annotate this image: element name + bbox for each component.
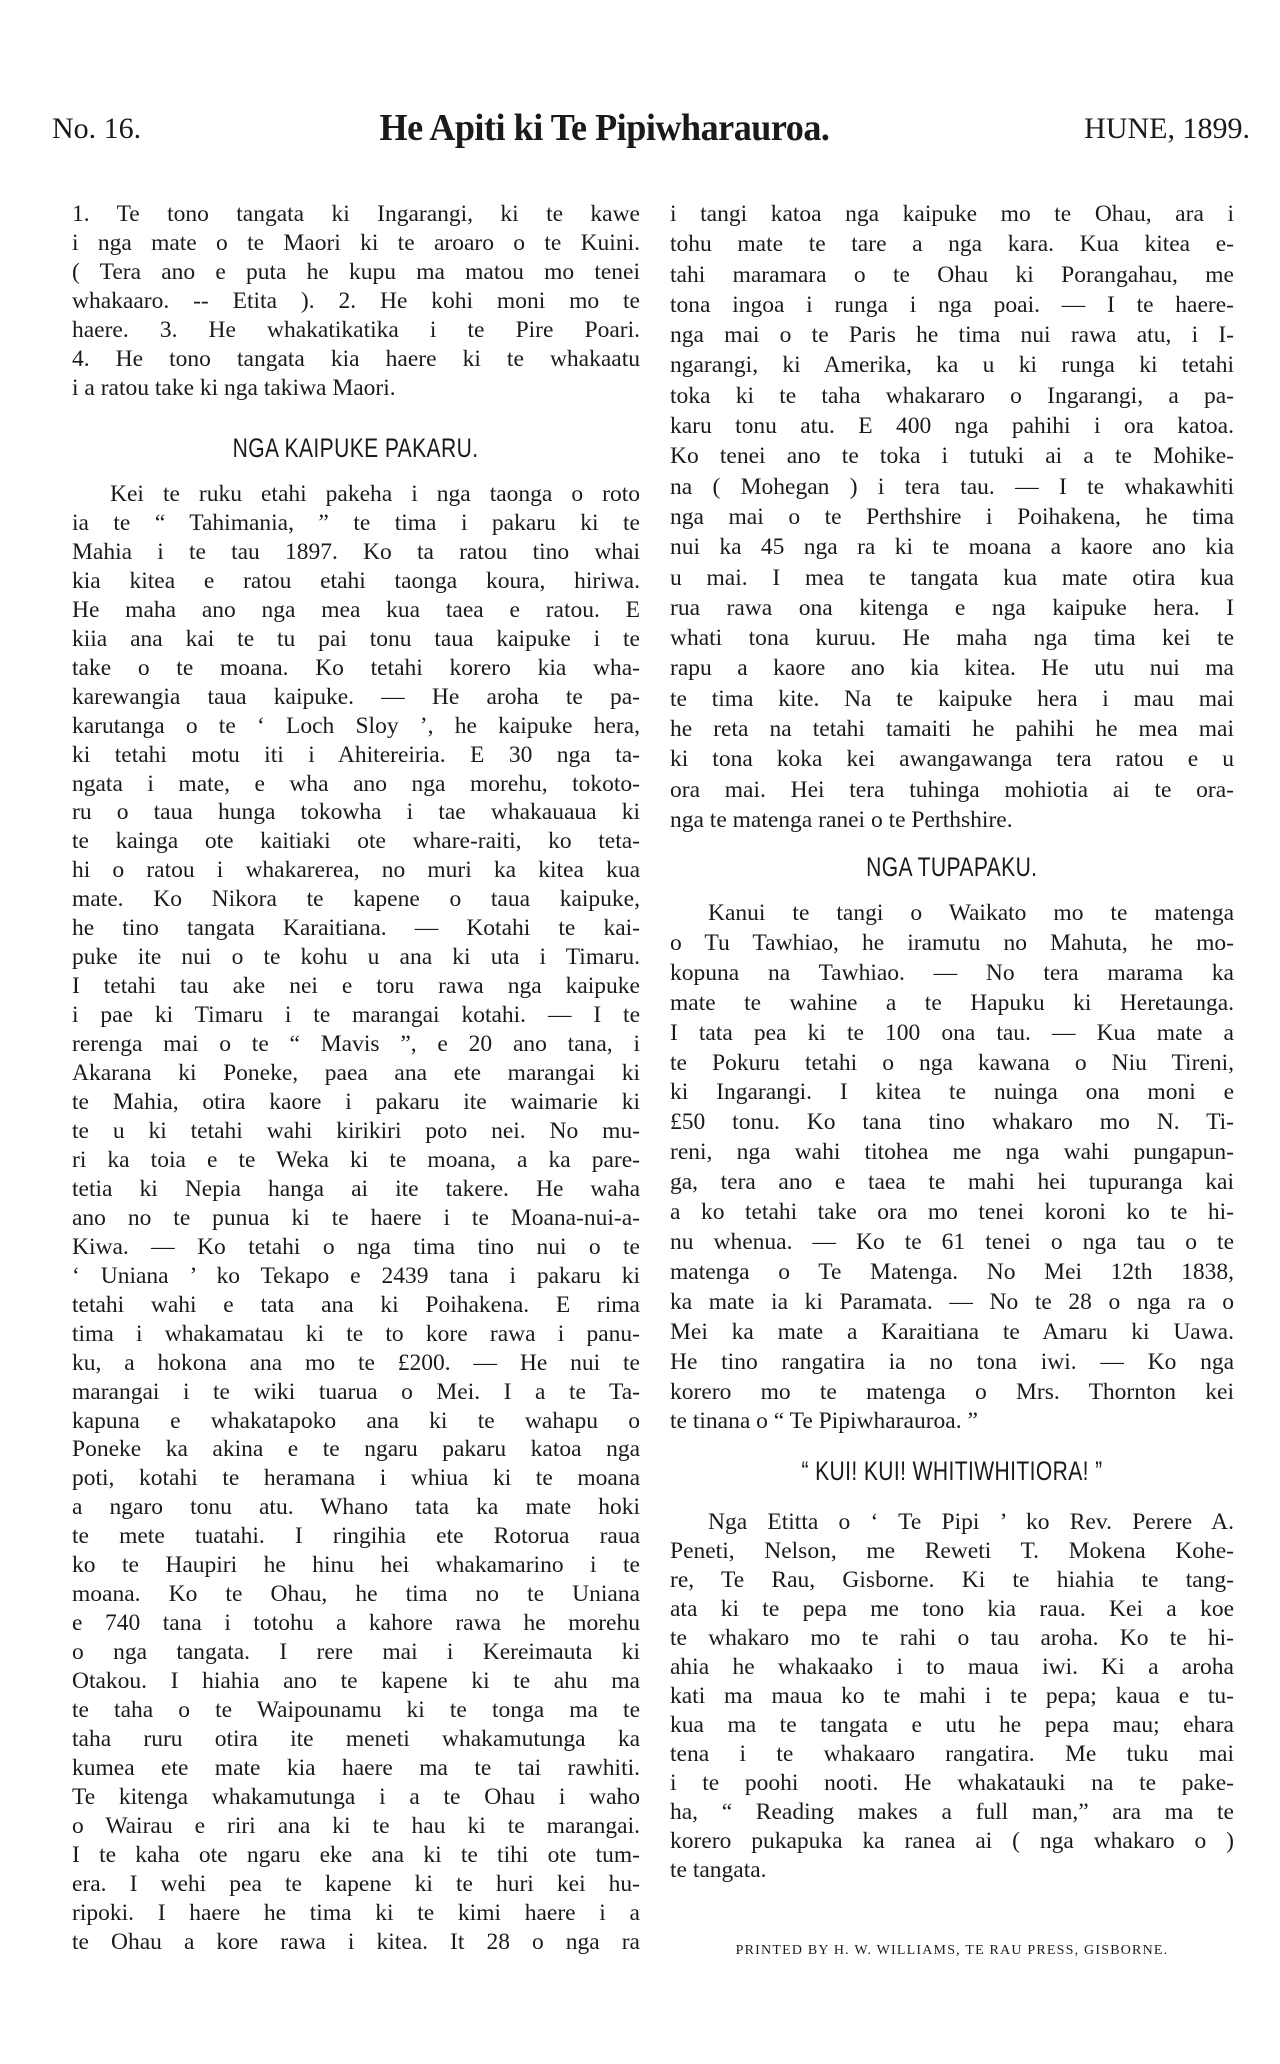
- text-line: He tino rangatira ia no tona iwi. — Ko nga: [670, 1348, 1234, 1375]
- text-line: nga mai o te Perthshire i Poihakena, he tima: [670, 503, 1234, 530]
- section-heading-kui-kui: [670, 1456, 1234, 1487]
- article-tupapaku: [670, 899, 1234, 1437]
- text-line: ano no te punua ki te haere i te Moana-nui-a-: [72, 1204, 640, 1231]
- text-line: nui ka 45 nga ra ki te moana a kaore ano kia: [670, 534, 1234, 561]
- text-line: kua ma te tangata e utu he pepa mau; ehara: [670, 1712, 1234, 1738]
- text-line: tahi maramara o te Ohau ki Porangahau, me: [670, 261, 1234, 288]
- text-line: na ( Mohegan ) i tera tau. — I te whakawhiti: [670, 473, 1234, 500]
- article-editors-notice: [670, 1508, 1234, 1885]
- text-line: rua rawa ona kitenga e nga kaipuke hera. I: [670, 594, 1234, 621]
- printer-imprint: PRINTED BY H. W. WILLIAMS, TE RAU PRESS, GISBORNE.: [735, 1943, 1169, 1958]
- text-line: u mai. I mea te tangata kua mate otira kua: [670, 564, 1234, 591]
- text-line: marangai i te wiki tuarua o Mei. I a te Ta-: [72, 1378, 640, 1405]
- text-line: a ngaro tonu atu. Whano tata ka mate hoki: [72, 1494, 640, 1521]
- text-line: te tinana o “ Te Pipiwharauroa. ”: [670, 1408, 978, 1435]
- text-line: moana. Ko te Ohau, he tima no te Uniana: [72, 1581, 640, 1608]
- text-line: puke ite nui o te kohu u ana ki uta i Timaru.: [72, 944, 640, 971]
- text-line: te u ki tetahi wahi kirikiri poto nei. No mu-: [72, 1117, 640, 1144]
- text-line: 1. Te tono tangata ki Ingarangi, ki te kawe: [72, 201, 640, 227]
- text-line: poti, kotahi te heramana i whiua ki te moana: [72, 1465, 640, 1492]
- issue-number: No. 16.: [52, 112, 142, 145]
- text-line: hi o ratou i whakarerea, no muri ka kitea kua: [72, 857, 640, 884]
- text-line: kapuna e whakatapoko ana ki te wahapu o: [72, 1407, 640, 1434]
- text-line: Mahia i te tau 1897. Ko ta ratou tino whai: [72, 538, 640, 565]
- text-line: whakaaro. -- Etita ). 2. He kohi moni mo te: [72, 288, 640, 314]
- text-line: ha, “ Reading makes a full man,” ara ma te: [670, 1799, 1234, 1825]
- text-line: o nga tangata. I rere mai i Kereimauta ki: [72, 1639, 640, 1666]
- text-line: kopuna na Tawhiao. — No tera marama ka: [670, 959, 1234, 986]
- text-line: rapu a kaore ano kia kitea. He utu nui ma: [670, 655, 1234, 682]
- text-line: ku, a hokona ana mo te £200. — He nui te: [72, 1349, 640, 1376]
- text-line: o Wairau e riri ana ki te hau ki te marangai.: [72, 1812, 640, 1839]
- text-line: haere. 3. He whakatikatika i te Pire Poari.: [72, 317, 640, 343]
- text-line: karu tonu atu. E 400 nga pahihi i ora katoa.: [670, 413, 1234, 440]
- text-line: I tetahi tau ake nei e toru rawa nga kaipuke: [72, 973, 640, 1000]
- text-line: take o te moana. Ko tetahi korero kia wha-: [72, 654, 640, 681]
- text-line: tena i te whakaaro rangatira. Me tuku mai: [670, 1741, 1234, 1767]
- text-line: era. I wehi pea te kapene ki te huri kei hu-: [72, 1870, 640, 1897]
- text-line: korero mo te matenga o Mrs. Thornton kei: [670, 1378, 1234, 1405]
- text-line: whati tona kuruu. He maha nga tima kei te: [670, 625, 1234, 652]
- issue-date: HUNE, 1899.: [1084, 112, 1250, 145]
- text-line: matenga o Te Matenga. No Mei 12th 1838,: [670, 1258, 1234, 1285]
- text-line: Nga Etitta o ‘ Te Pipi ’ ko Rev. Perere A.: [708, 1509, 1234, 1535]
- text-line: te tima kite. Na te kaipuke hera i mau mai: [670, 685, 1234, 712]
- text-line: karutanga o te ‘ Loch Sloy ’, he kaipuke hera,: [72, 712, 640, 739]
- text-line: he tino tangata Karaitiana. — Kotahi te kai-: [72, 915, 640, 942]
- text-line: ( Tera ano e puta he kupu ma matou mo tenei: [72, 259, 640, 285]
- text-line: Akarana ki Poneke, paea ana ete marangai ki: [72, 1060, 640, 1087]
- section-heading-tupapaku: [670, 852, 1234, 883]
- text-line: ora mai. Hei tera tuhinga mohiotia ai te ora-: [670, 776, 1234, 803]
- text-line: i te poohi nooti. He whakatauki na te pake-: [670, 1770, 1234, 1796]
- text-line: ata ki te pepa me tono kia raua. Kei a koe: [670, 1596, 1234, 1622]
- text-line: kia kitea e ratou etahi taonga koura, hiriwa.: [72, 567, 640, 594]
- text-line: I tata pea ki te 100 ona tau. — Kua mate a: [670, 1019, 1234, 1046]
- text-line: te mete tuatahi. I ringihia ete Rotorua raua: [72, 1523, 640, 1550]
- text-line: He maha ano nga mea kua taea e ratou. E: [72, 596, 640, 623]
- text-line: te Ohau a kore rawa i kitea. It 28 o nga ra: [72, 1928, 640, 1955]
- text-line: ahia he whakaako i to maua iwi. Ki a aroha: [670, 1654, 1234, 1680]
- heading-text: NGA TUPAPAKU.: [866, 852, 1038, 882]
- text-line: tona ingoa i runga i nga poai. — I te haere-: [670, 291, 1234, 318]
- text-line: i tangi katoa nga kaipuke mo te Ohau, ara i: [670, 201, 1234, 227]
- text-line: ki tona koka kei awangawanga tera ratou e u: [670, 746, 1234, 773]
- text-line: te kainga ote kaitiaki ote whare-raiti, ko teta-: [72, 828, 640, 855]
- text-line: Mei ka mate a Karaitiana te Amaru ki Uawa.: [670, 1318, 1234, 1345]
- text-line: e 740 tana i totohu a kahore rawa he morehu: [72, 1610, 640, 1637]
- text-line: Kei te ruku etahi pakeha i nga taonga o roto: [110, 481, 640, 507]
- text-line: nu whenua. — Ko te 61 tenei o nga tau o te: [670, 1228, 1234, 1255]
- newspaper-title: He Apiti ki Te Pipiwharauroa.: [379, 107, 830, 149]
- text-line: te tangata.: [670, 1857, 767, 1883]
- text-line: ngata i mate, e wha ano nga morehu, tokoto-: [72, 770, 640, 797]
- text-line: tetahi wahi e tata ana ki Poihakena. E rima: [72, 1291, 640, 1318]
- text-line: Ko tenei ano te toka i tutuki ai a te Mohike-: [670, 443, 1234, 470]
- text-line: kumea ete mate kia haere ma te tai rawhiti.: [72, 1754, 640, 1781]
- text-line: te Pokuru tetahi o nga kawana o Niu Tireni,: [670, 1049, 1234, 1076]
- text-line: rerenga mai o te “ Mavis ”, e 20 ano tana, i: [72, 1031, 640, 1058]
- text-line: nga te matenga ranei o te Perthshire.: [670, 806, 1013, 833]
- text-line: ki Ingarangi. I kitea te nuinga ona moni e: [670, 1079, 1234, 1106]
- text-line: £50 tonu. Ko tana tino whakaro mo N. Ti-: [670, 1109, 1234, 1136]
- text-line: o Tu Tawhiao, he iramutu no Mahuta, he mo-: [670, 929, 1234, 956]
- text-line: Kiwa. — Ko tetahi o nga tima tino nui o te: [72, 1233, 640, 1260]
- text-line: ri ka toia e te Weka ki te moana, a ka pare-: [72, 1146, 640, 1173]
- text-line: 4. He tono tangata kia haere ki te whakaatu: [72, 346, 640, 372]
- text-line: i pae ki Timaru i te marangai kotahi. — I te: [72, 1002, 640, 1029]
- text-line: a ko tetahi take ora mo tenei koroni ko te hi-: [670, 1199, 1234, 1226]
- text-line: tetia ki Nepia hanga ai ite takere. He waha: [72, 1175, 640, 1202]
- text-line: Otakou. I hiahia ano te kapene ki te ahu ma: [72, 1668, 640, 1695]
- text-line: Te kitenga whakamutunga i a te Ohau i waho: [72, 1783, 640, 1810]
- article-continued: [670, 199, 1234, 835]
- text-line: tohu mate te tare a nga kara. Kua kitea e-: [670, 231, 1234, 258]
- text-line: te Mahia, otira kaore i pakaru ite waimarie ki: [72, 1089, 640, 1116]
- text-line: ‘ Uniana ’ ko Tekapo e 2439 tana i pakaru ki: [72, 1262, 640, 1289]
- text-line: nga mai o te Paris he tima nui rawa atu, i I-: [670, 322, 1234, 349]
- heading-text: “ KUI! KUI! WHITIWHITIORA! ”: [801, 1456, 1103, 1486]
- agenda-list: [72, 200, 640, 403]
- text-line: ia te “ Tahimania, ” te tima i pakaru ki te: [72, 509, 640, 536]
- article-kaipuke-pakaru: [72, 480, 640, 1957]
- text-line: tima i whakamatau ki te to kore rawa i panu-: [72, 1320, 640, 1347]
- text-line: karewangia taua kaipuke. — He aroha te pa-: [72, 683, 640, 710]
- text-line: he reta na tetahi tamaiti he pahihi he mea mai: [670, 716, 1234, 743]
- text-line: Poneke ka akina e te ngaru pakaru katoa nga: [72, 1436, 640, 1463]
- text-line: Peneti, Nelson, me Reweti T. Mokena Kohe-: [670, 1538, 1234, 1564]
- text-line: ga, tera ano e taea te mahi hei tupuranga kai: [670, 1169, 1234, 1196]
- text-line: toka ki te taha whakararo o Ingarangi, a pa-: [670, 382, 1234, 409]
- text-line: taha ruru otira ite meneti whakamutunga ka: [72, 1725, 640, 1752]
- text-line: korero pukapuka ka ranea ai ( nga whakaro o ): [670, 1828, 1234, 1854]
- text-line: i nga mate o te Maori ki te aroaro o te Kuini.: [72, 230, 640, 256]
- text-line: Kanui te tangi o Waikato mo te matenga: [708, 900, 1234, 926]
- text-line: te whakaro mo te rahi o tau aroha. Ko te hi-: [670, 1625, 1234, 1651]
- text-line: ki tetahi motu iti i Ahitereiria. E 30 nga ta-: [72, 741, 640, 768]
- text-line: te taha o te Waipounamu ki te tonga ma te: [72, 1697, 640, 1724]
- text-line: ru o taua hunga tokowha i tae whakauaua ki: [72, 799, 640, 826]
- text-line: kiia ana kai te tu pai tonu taua kaipuke i te: [72, 625, 640, 652]
- text-line: mate. Ko Nikora te kapene o taua kaipuke,: [72, 886, 640, 913]
- text-line: ka mate ia ki Paramata. — No te 28 o nga ra o: [670, 1288, 1234, 1315]
- text-line: kati ma maua ko te mahi i te pepa; kaua e tu-: [670, 1683, 1234, 1709]
- section-heading-kaipuke-pakaru: [72, 433, 640, 464]
- text-line: ko te Haupiri he hinu hei whakamarino i te: [72, 1552, 640, 1579]
- text-line: I te kaha ote ngaru eke ana ki te tihi ote tum-: [72, 1841, 640, 1868]
- heading-text: NGA KAIPUKE PAKARU.: [233, 433, 479, 463]
- text-line: reni, nga wahi titohea me nga wahi pungapun-: [670, 1139, 1234, 1166]
- text-line: i a ratou take ki nga takiwa Maori.: [72, 375, 396, 401]
- text-line: mate te wahine a te Hapuku ki Heretaunga.: [670, 989, 1234, 1016]
- text-line: re, Te Rau, Gisborne. Ki te hiahia te tang-: [670, 1567, 1234, 1593]
- text-line: ripoki. I haere he tima ki te kimi haere i a: [72, 1899, 640, 1926]
- text-line: ngarangi, ki Amerika, ka u ki runga ki tetahi: [670, 352, 1234, 379]
